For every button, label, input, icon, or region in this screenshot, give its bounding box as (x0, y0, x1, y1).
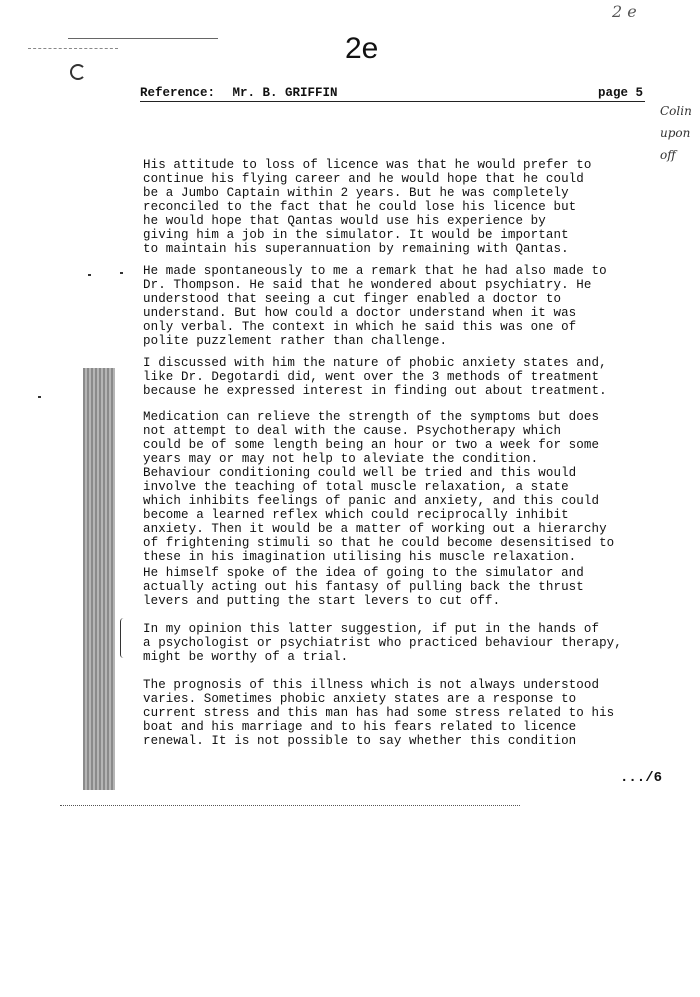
margin-note-line: upon (660, 126, 691, 140)
paragraph: He himself spoke of the idea of going to the simulator and actually acting out his fantasy of pulling back the thrust levers and putting the start levers to cut off. (143, 566, 584, 608)
margin-note-line: off (660, 148, 676, 162)
reference-name: Mr. B. GRIFFIN (232, 86, 338, 100)
scan-artifact (28, 18, 118, 49)
reference-header (140, 86, 645, 102)
margin-bracket (120, 618, 127, 658)
paragraph: I discussed with him the nature of phobic anxiety states and, like Dr. Degotardi did, went over the 3 methods of treatment because he expressed interest in finding out about treatment. (143, 356, 607, 398)
continuation-marker: .../6 (620, 770, 663, 786)
paragraph: In my opinion this latter suggestion, if put in the hands of a psychologist or psychiatrist who practiced behaviour therapy, might be worthy of a trial. (143, 622, 622, 664)
handwritten-margin-note (660, 100, 700, 166)
scan-speck (120, 272, 123, 274)
paragraph: His attitude to loss of licence was that he would prefer to continue his flying career and he would hope that he could be a Jumbo Captain within 2 years. But he was completely reconciled to the fact that he could lose his licence but he would hope that Qantas would use his experience by giving him a job in the simulator. It would be important to maintain his superannuation by remaining with Qantas. (143, 158, 592, 256)
paragraph: He made spontaneously to me a remark that he had also made to Dr. Thompson. He said that he wondered about psychiatry. He understood that seeing a cut finger enabled a doctor to understand. But how could a doctor understand when it was only verbal. The context in which he said this was one of polite puzzlement rather than challenge. (143, 264, 607, 348)
paragraph: Medication can relieve the strength of the symptoms but does not attempt to deal with the cause. Psychotherapy which could be of some length being an hour or two a week for some years may or may not help to aleviate the condition. Behaviour conditioning could well be tried and this would involve the teaching of total muscle relaxation, a state which inhibits feelings of panic and anxiety, and this could become a learned reflex which could reciprocally inhibit anxiety. Then it would be a matter of working out a hierarchy of frightening stimuli so that he could become desensitised to these in his imagination utilising his muscle relaxation. (143, 410, 615, 564)
margin-note-line: Colin (660, 104, 692, 118)
handwritten-top-note: 2 e (612, 2, 637, 21)
page-label: 2e (345, 32, 379, 65)
page-number: page 5 (597, 86, 643, 100)
paragraph: The prognosis of this illness which is not always understood varies. Sometimes phobic anxiety states are a response to current stress and this man has had some stress related to his boat and his marriage and to his fears related to licence renewal. It is not possible to say whether this condition (143, 678, 615, 748)
hole-punch-mark (70, 64, 86, 80)
scan-speck (38, 396, 41, 398)
reference-label: Reference: (140, 86, 216, 100)
redaction-bar (83, 368, 115, 790)
scan-speck (88, 274, 91, 276)
scan-artifact (68, 38, 218, 41)
scan-artifact (60, 805, 520, 806)
